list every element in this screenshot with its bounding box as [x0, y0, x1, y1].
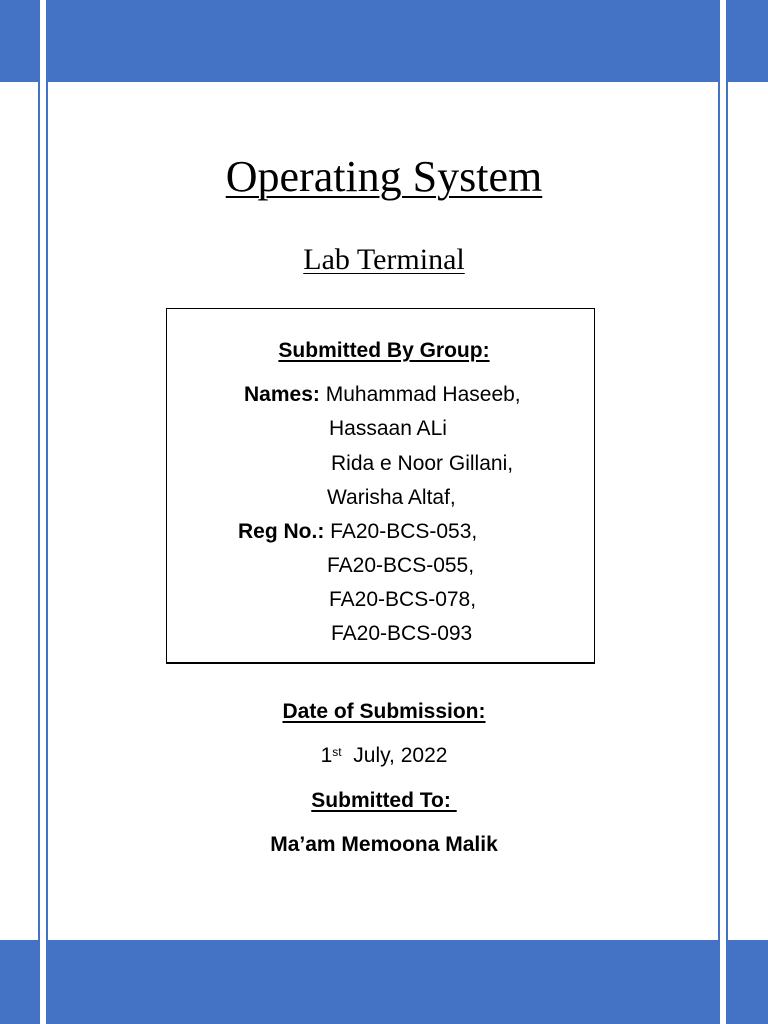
- reg-number-2: FA20-BCS-055,: [327, 554, 475, 577]
- date-month-year: July, 2022: [341, 744, 448, 767]
- date-ordinal: st: [332, 745, 342, 759]
- document-title: Operating System: [225, 152, 543, 201]
- name-1: Muhammad Haseeb,: [325, 383, 521, 406]
- submission-date: [0, 743, 768, 769]
- submitted-to-name: Ma’am Memoona Malik: [270, 833, 498, 856]
- reg-label: Reg No.:: [238, 520, 325, 543]
- names-label: Names:: [244, 383, 320, 406]
- submitted-by-heading: Submitted By Group:: [278, 339, 490, 362]
- date-day: 1: [320, 744, 333, 767]
- reg-number-3: FA20-BCS-078,: [329, 588, 477, 611]
- top-border-band: [0, 0, 768, 82]
- submitted-to-heading: Submitted To:: [311, 789, 457, 812]
- date-of-submission-heading: Date of Submission:: [282, 700, 486, 723]
- name-3: Rida e Noor Gillani,: [331, 452, 514, 475]
- name-4: Warisha Altaf,: [327, 486, 456, 509]
- bottom-border-band: [0, 940, 768, 1024]
- document-subtitle: Lab Terminal: [303, 243, 465, 276]
- name-2: Hassaan ALi: [329, 417, 447, 440]
- names-line: [244, 382, 521, 408]
- reg-number-1: FA20-BCS-053,: [330, 520, 478, 543]
- reg-line: [238, 519, 477, 545]
- reg-number-4: FA20-BCS-093: [331, 622, 473, 645]
